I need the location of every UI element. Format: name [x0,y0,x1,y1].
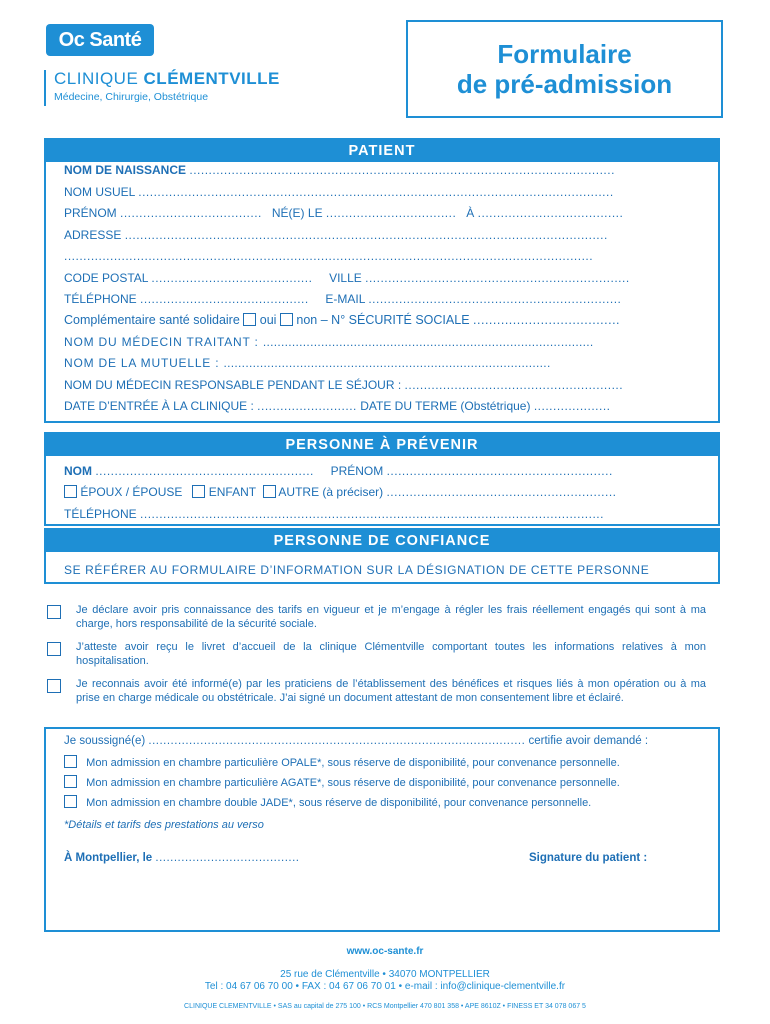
medecin-traitant-row[interactable]: NOM DU MÉDECIN TRAITANT : ........................................................................................... [64,335,594,349]
lieu-date-row[interactable]: À Montpellier, le ....................................... [64,852,300,864]
adresse-line-2[interactable]: .......................................................................................................................................... [64,249,594,263]
medecin-traitant-label: NOM DU MÉDECIN TRAITANT : [64,335,259,349]
prevenir-heading: PERSONNE À PRÉVENIR [46,434,718,456]
signature-label-text: Signature du patient : [529,852,648,864]
soussigne-row[interactable]: Je soussigné(e) ...................................................................................................... certifie avoir demandé : [64,735,649,747]
prevenir-relation-row: ÉPOUX / ÉPOUSE ENFANT AUTRE (à préciser) ............................................................ [64,485,617,499]
mutuelle-row[interactable]: NOM DE LA MUTUELLE : .......................................................................................... [64,356,551,370]
epoux-label: ÉPOUX / ÉPOUSE [80,485,183,499]
patient-heading: PATIENT [46,140,718,162]
date-terme-label: DATE DU TERME (Obstétrique) [360,399,531,413]
declaration-2-text: J’atteste avoir reçu le livret d’accueil de la clinique Clémentville comportant toutes les informations relatives à mon hospitalisation. [76,641,706,667]
email-label: E-MAIL [325,292,365,306]
title-line-1: Formulaire [497,39,632,69]
prevenir-nom-label: NOM [64,464,92,478]
enfant-label: ENFANT [208,485,257,499]
jade-checkbox[interactable] [64,795,77,808]
clinic-divider [44,70,46,106]
nom-usuel-label: NOM USUEL [64,185,135,199]
declaration-1-text: Je déclare avoir pris connaissance des tarifs en vigueur et je m’engage à régler les frais réellement engagés qui sont à ma charge, hors responsabilité de la sécurité sociale. [76,604,706,630]
oc-sante-logo: Oc Santé [46,24,154,56]
mutuelle-label: NOM DE LA MUTUELLE : [64,356,220,370]
oui-checkbox[interactable] [243,313,256,326]
a-label: À [466,206,475,220]
non-label: non [296,313,318,327]
declaration-3-text: Je reconnais avoir été informé(e) par les praticiens de l’établissement des bénéfices et risques liés à mon opération ou à ma prise en charge médicale ou obstétricale. J’ai signé un document attestant de mon consentement libre et éclairé. [76,678,706,704]
title-line-2: de pré-admission [456,69,673,99]
non-checkbox[interactable] [280,313,293,326]
code-postal-row[interactable]: CODE POSTAL .......................................... VILLE ..................................................................... [64,271,630,285]
option-opale-row [64,755,620,769]
date-entree-label: DATE D’ENTRÉE À LA CLINIQUE : [64,399,254,413]
clinic-name [54,69,280,89]
agate-checkbox[interactable] [64,775,77,788]
secu-label: – N° SÉCURITÉ SOCIALE [320,313,470,327]
oui-label: oui [259,313,277,327]
declaration-1-checkbox[interactable] [47,605,61,619]
prenom-label: PRÉNOM [64,206,117,220]
clinic-subtitle: Médecine, Chirurgie, Obstétrique [54,91,209,103]
autre-label: AUTRE (à préciser) [278,485,384,499]
prevenir-telephone-row[interactable]: TÉLÉPHONE ......................................................................................................................... [64,507,604,521]
clinic-name-bold: CLÉMENTVILLE [143,69,280,88]
enfant-checkbox[interactable] [192,485,205,498]
agate-label: Mon admission en chambre particulière AGATE*, sous réserve de disponibilité, pour convenance personnelle. [86,777,620,789]
nom-usuel-row[interactable]: NOM USUEL ............................................................................................................................ [64,185,614,199]
epoux-checkbox[interactable] [64,485,77,498]
footer-address: 25 rue de Clémentville • 34070 MONTPELLIER [280,969,490,980]
complementaire-label: Complémentaire santé solidaire [64,313,240,327]
signature-label [529,852,647,864]
declaration-3-checkbox[interactable] [47,679,61,693]
nom-naissance-row[interactable]: NOM DE NAISSANCE ............................................................................................................... [64,163,615,177]
ville-label: VILLE [329,271,362,285]
medecin-responsable-row[interactable]: NOM DU MÉDECIN RESPONSABLE PENDANT LE SÉJOUR : ......................................................... [64,378,624,392]
declaration-2-checkbox[interactable] [47,642,61,656]
adresse-row[interactable]: ADRESSE .............................................................................................................................. [64,228,608,242]
form-title-box [406,20,723,118]
adresse-label: ADRESSE [64,228,122,242]
certifie-label: certifie avoir demandé : [528,735,649,747]
prevenir-prenom-label: PRÉNOM [330,464,384,478]
ne-le-label: NÉ(E) LE [271,206,323,220]
option-jade-row [64,795,591,809]
opale-checkbox[interactable] [64,755,77,768]
opale-label: Mon admission en chambre particulière OPALE*, sous réserve de disponibilité, pour convenance personnelle. [86,757,620,769]
prenom-row[interactable]: PRÉNOM ..................................... NÉ(E) LE .................................. À ...................................... [64,206,624,220]
telephone-row[interactable]: TÉLÉPHONE ............................................ E-MAIL .................................................................. [64,292,622,306]
footer-website: www.oc-sante.fr [346,946,424,957]
prestations-note: *Détails et tarifs des prestations au verso [64,819,264,831]
date-entree-row[interactable]: DATE D’ENTRÉE À LA CLINIQUE : .......................... DATE DU TERME (Obstétrique) .................... [64,399,611,413]
clinic-prefix: CLINIQUE [54,69,144,88]
prevenir-nom-row[interactable]: NOM ......................................................... PRÉNOM ........................................................... [64,464,613,478]
jade-label: Mon admission en chambre double JADE*, sous réserve de disponibilité, pour convenance personnelle. [86,797,592,809]
confiance-text: SE RÉFÉRER AU FORMULAIRE D’INFORMATION SUR LA DÉSIGNATION DE CETTE PERSONNE [64,563,650,577]
footer-legal: CLINIQUE CLEMENTVILLE • SAS au capital de 275 100 • RCS Montpellier 470 801 358 • APE 8610Z • FINESS ET 34 078 067 5 [184,1003,586,1010]
lieu-label: À Montpellier, le [64,852,153,864]
autre-checkbox[interactable] [263,485,276,498]
code-postal-label: CODE POSTAL [64,271,149,285]
prevenir-telephone-label: TÉLÉPHONE [64,507,137,521]
confiance-heading: PERSONNE DE CONFIANCE [46,530,718,552]
option-agate-row [64,775,620,789]
medecin-responsable-label: NOM DU MÉDECIN RESPONSABLE PENDANT LE SÉJOUR : [64,378,402,392]
telephone-label: TÉLÉPHONE [64,292,137,306]
footer-contact: Tel : 04 67 06 70 00 • FAX : 04 67 06 70 01 • e-mail : info@clinique-clementville.fr [204,981,566,992]
complementaire-row: Complémentaire santé solidaire oui non – N° SÉCURITÉ SOCIALE ..................................... [64,313,621,327]
nom-naissance-label: NOM DE NAISSANCE [64,163,187,177]
soussigne-label: Je soussigné(e) [64,735,146,747]
